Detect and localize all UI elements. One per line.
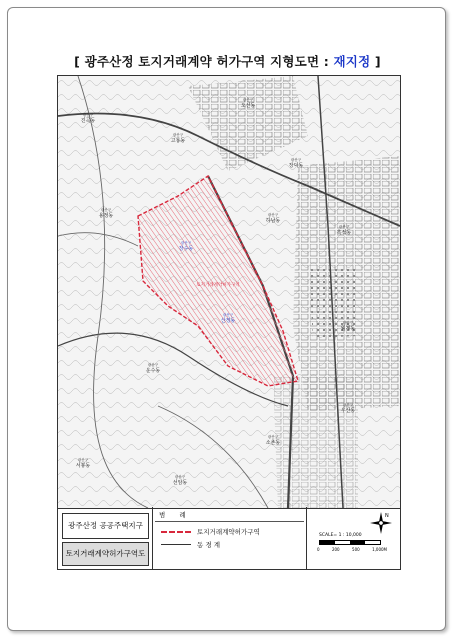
topographic-map[interactable] — [57, 75, 401, 509]
dong-name-label: 용정동 — [98, 213, 114, 219]
scale-tick: 0 — [317, 547, 320, 552]
legend-item-label: 토지거래계약허가구역 — [197, 528, 260, 536]
title-suffix: ] — [370, 54, 381, 69]
zone-name: 광주산정 공공주택지구 — [62, 513, 149, 539]
scale-text: SCALE= 1 : 10,000 — [319, 533, 362, 538]
dong-name-label: 소촌동 — [265, 440, 281, 446]
dong-gu-label: 광산구 — [180, 241, 192, 245]
title-prefix: [ 광주산정 토지거래계약 허가구역 지형도면 : — [74, 54, 334, 69]
scale-tick: 1,000M — [372, 547, 387, 552]
scale-tick: 200 — [331, 547, 340, 552]
scale-tick: 500 — [352, 547, 360, 552]
legend-item-permission — [161, 527, 260, 536]
dong-gu-label: 광산구 — [222, 313, 234, 317]
map-type: 토지거래계약허가구역도 — [62, 542, 149, 566]
scale-ticks — [317, 547, 387, 552]
dong-gu-label: 광산구 — [77, 458, 89, 462]
scale-bar — [319, 540, 381, 545]
dong-gu-label: 광산구 — [147, 363, 159, 367]
dong-name-label: 서봉동 — [75, 463, 91, 469]
svg-text:N: N — [385, 513, 389, 519]
dong-gu-label: 광산구 — [174, 475, 186, 479]
dong-name-label: 진곡동 — [80, 118, 96, 124]
dong-gu-label: 광산구 — [100, 208, 112, 212]
dong-name-label: 장수동 — [178, 246, 194, 252]
dong-gu-label: 광산구 — [267, 213, 279, 217]
dong-gu-label: 광산구 — [242, 98, 254, 102]
map-canvas — [58, 76, 400, 508]
dashed-red-swatch — [161, 531, 191, 533]
dong-gu-label: 광산구 — [338, 225, 350, 229]
title-block — [58, 507, 153, 569]
legend-title: 범 례 — [159, 511, 192, 519]
dong-gu-label: 광산구 — [172, 133, 184, 137]
dong-name-label: 산정동 — [220, 318, 236, 324]
dong-name-label: 고룡동 — [170, 138, 186, 144]
scale-box — [307, 507, 400, 569]
legend-item-label: 동 경 계 — [197, 541, 220, 549]
dong-name-label: 장덕동 — [288, 163, 304, 169]
dong-name-label: 우산동 — [340, 408, 356, 414]
dong-name-label: 흑석동 — [336, 230, 352, 236]
area-label: 토지거래계약허가구역 — [196, 283, 240, 288]
solid-line-swatch — [161, 544, 191, 545]
urban-blocks-south — [273, 376, 358, 508]
page-title — [0, 52, 455, 70]
dong-name-label: 오선동 — [240, 103, 256, 109]
dong-name-label: 하남동 — [265, 218, 281, 224]
dong-name-label: 운수동 — [145, 368, 161, 374]
title-highlight: 재지정 — [333, 54, 371, 69]
dong-gu-label: 광산구 — [342, 403, 354, 407]
dong-gu-label: 광산구 — [267, 435, 279, 439]
legend-box — [153, 507, 307, 569]
dong-name-label: 월계동 — [340, 326, 356, 332]
legend-divider — [155, 521, 304, 522]
dong-gu-label: 광산구 — [290, 158, 302, 162]
dong-gu-label: 광산구 — [342, 321, 354, 325]
legend-item-boundary — [161, 540, 220, 549]
legend-panel — [57, 507, 401, 570]
dong-name-label: 선암동 — [172, 480, 188, 486]
dong-gu-label: 광산구 — [82, 113, 94, 117]
north-arrow-icon — [369, 511, 393, 535]
